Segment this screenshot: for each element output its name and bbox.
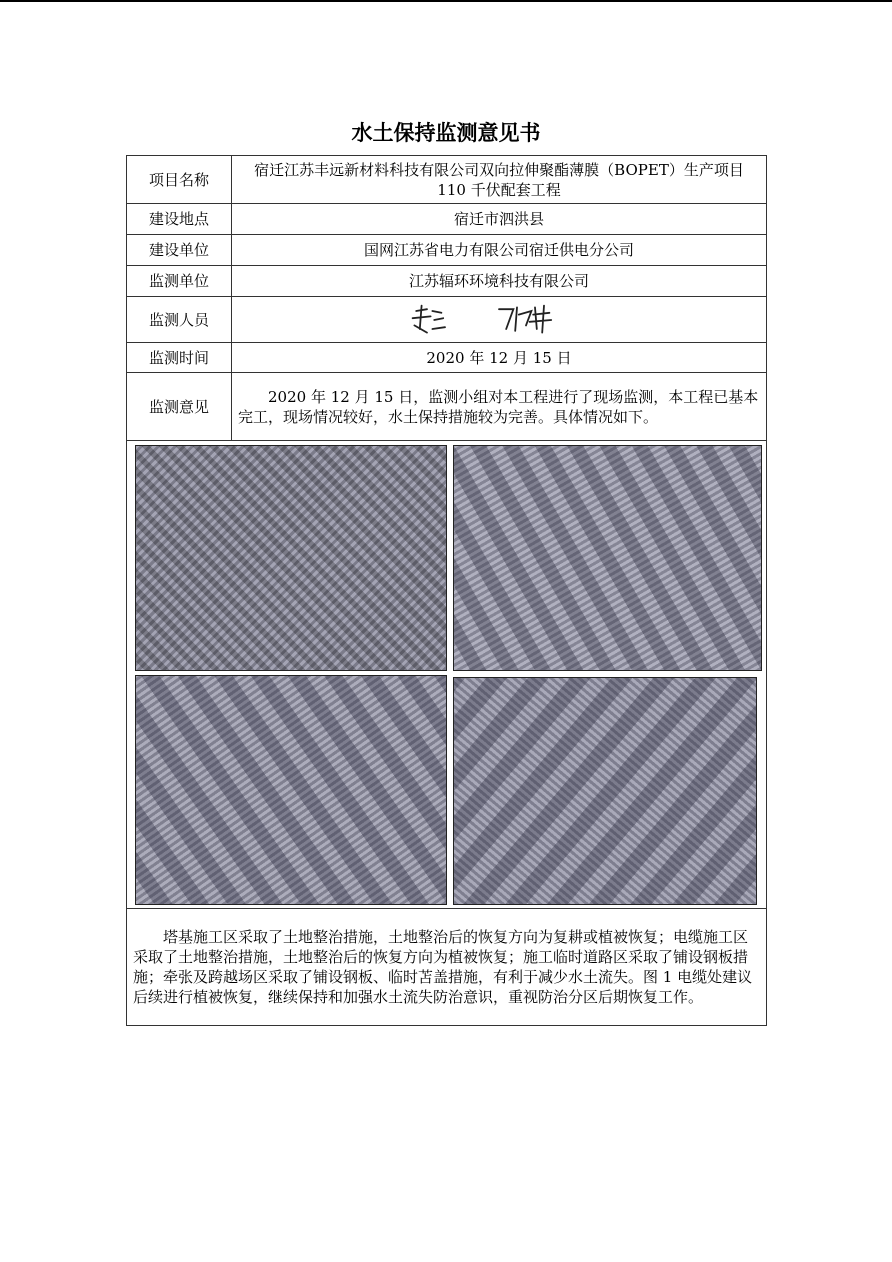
form-row-conclusion [127,909,767,1026]
site-photo-4 [453,677,757,905]
form-row-monitor-unit [127,266,767,297]
form-row-location [127,204,767,235]
conclusion-text: 塔基施工区采取了土地整治措施，土地整治后的恢复方向为复耕或植被恢复；电缆施工区采取了土地整治措施，土地整治后的恢复方向为植被恢复；施工临时道路区采取了铺设钢板措施；牵张及跨越场区采取了铺设钢板、临时苫盖措施，有利于减少水土流失。图 1 电缆处建议后续进行植被恢复，继续保持和加强水土流失防治意识，重视防治分区后期恢复工作。 [127,909,767,1026]
form-row-project-name [127,156,767,204]
project-name-value: 宿迁江苏丰远新材料科技有限公司双向拉伸聚酯薄膜（BOPET）生产项目 110 千伏配套工程 [232,156,767,204]
form-row-builder [127,235,767,266]
monitor-date-value: 2020 年 12 月 15 日 [232,343,767,373]
monitor-unit-value: 江苏辐环环境科技有限公司 [232,266,767,297]
site-photo-1 [135,445,447,671]
form-row-personnel [127,297,767,343]
opinion-text: 2020 年 12 月 15 日，监测小组对本工程进行了现场监测，本工程已基本完工，现场情况较好，水土保持措施较为完善。具体情况如下。 [232,373,767,441]
photos-cell [127,441,767,909]
monitoring-form-table [126,155,767,1026]
personnel-label: 监测人员 [127,297,232,343]
project-name-label: 项目名称 [127,156,232,204]
site-photo-3 [135,675,447,905]
personnel-signatures [232,297,767,343]
site-photo-2 [453,445,762,671]
monitor-unit-label: 监测单位 [127,266,232,297]
location-value: 宿迁市泗洪县 [232,204,767,235]
handwritten-signature-icon [389,302,609,338]
document-title: 水土保持监测意见书 [351,121,541,145]
monitor-date-label: 监测时间 [127,343,232,373]
builder-value: 国网江苏省电力有限公司宿迁供电分公司 [232,235,767,266]
opinion-label: 监测意见 [127,373,232,441]
page-top-rule [0,0,892,2]
form-row-monitor-date [127,343,767,373]
form-row-photos [127,441,767,909]
location-label: 建设地点 [127,204,232,235]
builder-label: 建设单位 [127,235,232,266]
form-row-opinion [127,373,767,441]
